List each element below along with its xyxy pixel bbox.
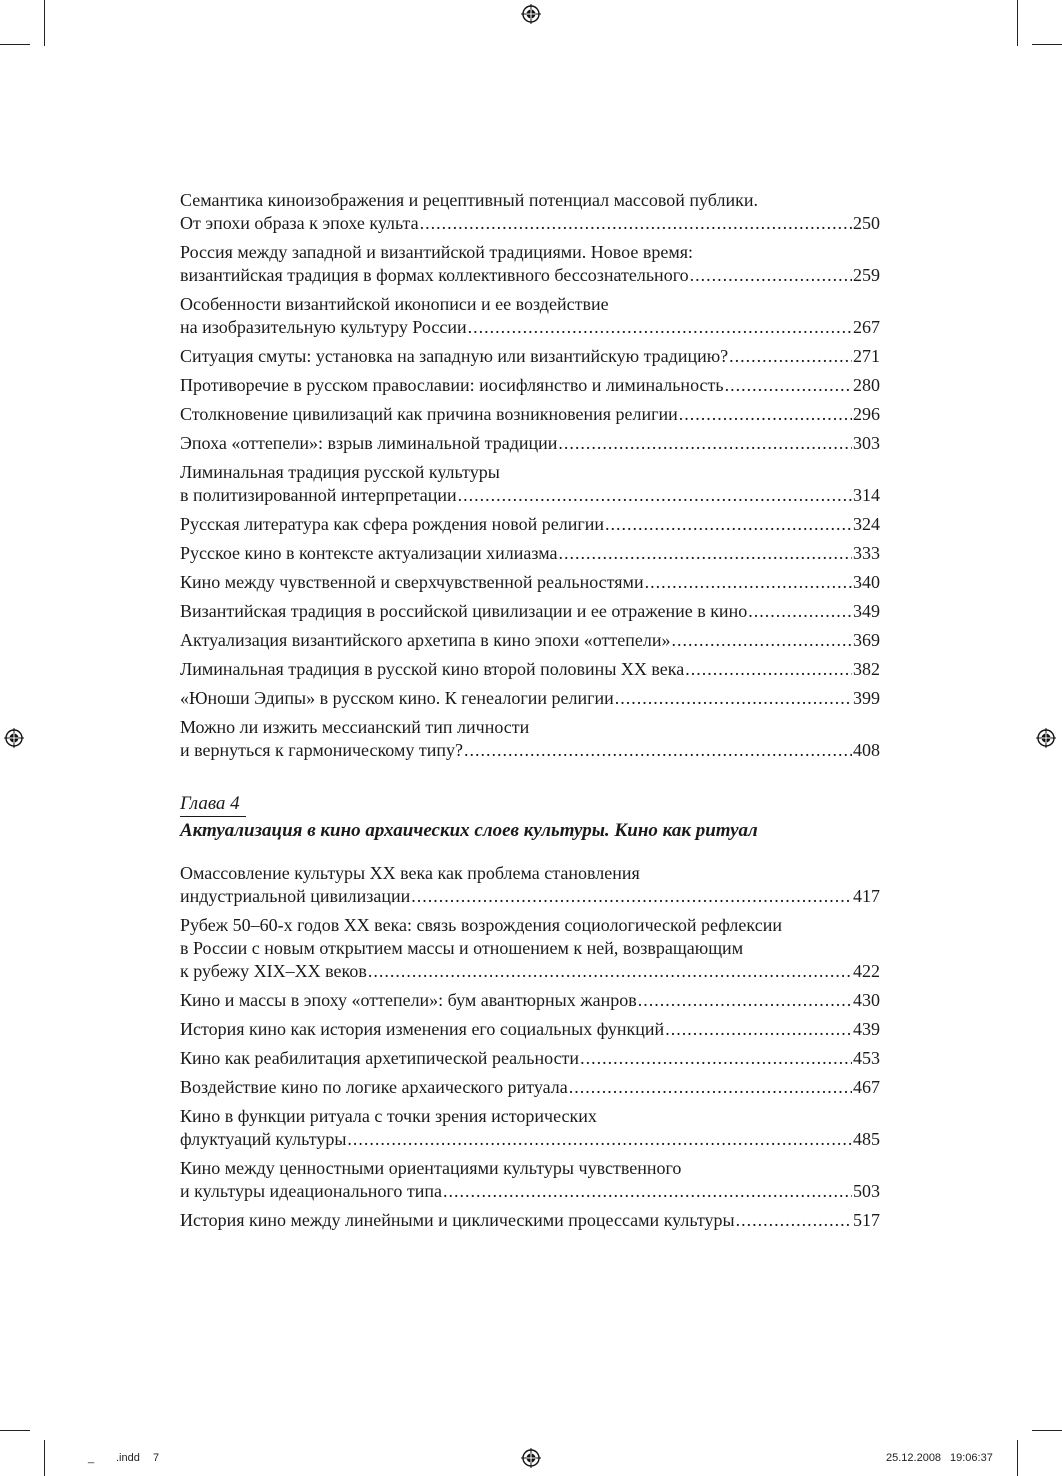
toc-entry bbox=[180, 687, 880, 710]
crop-mark bbox=[44, 0, 45, 46]
toc-entry bbox=[180, 914, 880, 983]
toc-entry bbox=[180, 542, 880, 565]
crop-mark bbox=[1032, 1430, 1062, 1431]
toc-page-number: 382 bbox=[853, 659, 880, 679]
toc-entry bbox=[180, 716, 880, 762]
dot-leader bbox=[615, 687, 852, 710]
slug-page-number: 7 bbox=[153, 1452, 160, 1464]
toc-page-number: 259 bbox=[853, 265, 880, 285]
toc-page-number: 439 bbox=[853, 1019, 880, 1039]
toc-entry-title-line: Столкновение цивилизаций как причина возникновения религии bbox=[180, 404, 678, 424]
toc-entry-title-line: Особенности византийской иконописи и ее воздействие bbox=[180, 294, 609, 314]
toc-page-number: 485 bbox=[853, 1129, 880, 1149]
toc-page-number: 280 bbox=[853, 375, 880, 395]
toc-entry-title-line: Ситуация смуты: установка на западную или византийскую традицию? bbox=[180, 346, 729, 366]
slug-left-mark: _ bbox=[88, 1452, 95, 1464]
dot-leader bbox=[729, 345, 852, 368]
toc-entry-title-line: к рубежу XIX–XX веков bbox=[180, 961, 367, 981]
toc-entry bbox=[180, 1157, 880, 1203]
toc-entry-title-line: и вернуться к гармоническому типу? bbox=[180, 740, 463, 760]
toc-entry bbox=[180, 374, 880, 397]
toc-page-number: 271 bbox=[853, 346, 880, 366]
toc-entry-title-line: История кино как история изменения его социальных функций bbox=[180, 1019, 665, 1039]
dot-leader bbox=[569, 1076, 852, 1099]
toc-entry-title-line: Можно ли изжить мессианский тип личности bbox=[180, 717, 530, 737]
toc-entry bbox=[180, 989, 880, 1012]
toc-page-number: 349 bbox=[853, 601, 880, 621]
toc-entry bbox=[180, 1047, 880, 1070]
crop-mark bbox=[1017, 1440, 1018, 1476]
toc-entry-title-line: и культуры идеационального типа bbox=[180, 1181, 442, 1201]
toc-page-number: 324 bbox=[853, 514, 880, 534]
table-of-contents-part-1 bbox=[180, 189, 880, 768]
toc-entry-title-line: Русская литература как сфера рождения новой религии bbox=[180, 514, 604, 534]
toc-page-number: 503 bbox=[853, 1181, 880, 1201]
dot-leader bbox=[671, 629, 852, 652]
dot-leader bbox=[420, 212, 852, 235]
toc-entry-title-line: византийская традиция в формах коллективного бессознательного bbox=[180, 265, 689, 285]
dot-leader bbox=[645, 571, 852, 594]
dot-leader bbox=[443, 1180, 852, 1203]
dot-leader bbox=[558, 432, 852, 455]
toc-entry-title-line: Омассовление культуры XX века как проблема становления bbox=[180, 863, 640, 883]
dot-leader bbox=[638, 989, 852, 1012]
toc-page-number: 314 bbox=[853, 485, 880, 505]
toc-page-number: 296 bbox=[853, 404, 880, 424]
toc-entry bbox=[180, 345, 880, 368]
dot-leader bbox=[411, 885, 852, 908]
registration-mark-icon bbox=[1036, 728, 1056, 748]
crop-mark bbox=[1032, 44, 1062, 45]
crop-mark bbox=[44, 1440, 45, 1476]
toc-page-number: 417 bbox=[853, 886, 880, 906]
slug-time: 19:06:37 bbox=[950, 1452, 993, 1464]
toc-page-number: 340 bbox=[853, 572, 880, 592]
toc-page-number: 422 bbox=[853, 961, 880, 981]
toc-entry-title-line: Кино в функции ритуала с точки зрения исторических bbox=[180, 1106, 597, 1126]
slug-file-name: .indd bbox=[116, 1452, 140, 1464]
toc-entry-title-line: От эпохи образа к эпохе культа bbox=[180, 213, 419, 233]
toc-page-number: 369 bbox=[853, 630, 880, 650]
toc-entry bbox=[180, 658, 880, 681]
dot-leader bbox=[468, 316, 852, 339]
dot-leader bbox=[685, 658, 852, 681]
dot-leader bbox=[605, 513, 852, 536]
toc-entry bbox=[180, 403, 880, 426]
crop-mark bbox=[1017, 0, 1018, 46]
dot-leader bbox=[580, 1047, 852, 1070]
toc-entry-title-line: Рубеж 50–60-х годов XX века: связь возрождения социологической рефлексии bbox=[180, 915, 782, 935]
dot-leader bbox=[748, 600, 852, 623]
toc-entry bbox=[180, 1018, 880, 1041]
table-of-contents-part-2 bbox=[180, 862, 880, 1238]
dot-leader bbox=[665, 1018, 852, 1041]
toc-entry-title-line: Россия между западной и византийской традициями. Новое время: bbox=[180, 242, 694, 262]
dot-leader bbox=[679, 403, 852, 426]
dot-leader bbox=[464, 739, 852, 762]
toc-entry bbox=[180, 1209, 880, 1232]
dot-leader bbox=[458, 484, 852, 507]
toc-entry-title-line: в России с новым открытием массы и отношением к ней, возвращающим bbox=[180, 938, 744, 958]
toc-entry-title-line: Эпоха «оттепели»: взрыв лиминальной традиции bbox=[180, 433, 558, 453]
toc-page-number: 267 bbox=[853, 317, 880, 337]
dot-leader bbox=[725, 374, 852, 397]
toc-entry bbox=[180, 1105, 880, 1151]
toc-entry-title-line: в политизированной интерпретации bbox=[180, 485, 457, 505]
toc-entry-title-line: Кино между чувственной и сверхчувственной реальностями bbox=[180, 572, 644, 592]
dot-leader bbox=[347, 1128, 852, 1151]
dot-leader bbox=[690, 264, 852, 287]
toc-page-number: 399 bbox=[853, 688, 880, 708]
toc-entry bbox=[180, 241, 880, 287]
toc-entry-title-line: Актуализация византийского архетипа в кино эпохи «оттепели» bbox=[180, 630, 671, 650]
toc-entry-title-line: Русское кино в контексте актуализации хилиазма bbox=[180, 543, 558, 563]
toc-entry bbox=[180, 629, 880, 652]
toc-page-number: 333 bbox=[853, 543, 880, 563]
toc-entry bbox=[180, 432, 880, 455]
toc-entry-title-line: Кино как реабилитация архетипической реальности bbox=[180, 1048, 580, 1068]
toc-entry-title-line: Кино и массы в эпоху «оттепели»: бум авантюрных жанров bbox=[180, 990, 637, 1010]
toc-entry-title-line: Семантика киноизображения и рецептивный потенциал массовой публики. bbox=[180, 190, 758, 210]
toc-entry bbox=[180, 293, 880, 339]
toc-entry bbox=[180, 600, 880, 623]
toc-page-number: 303 bbox=[853, 433, 880, 453]
toc-entry-title-line: Лиминальная традиция в русской кино второй половины XX века bbox=[180, 659, 685, 679]
slug-date: 25.12.2008 bbox=[886, 1452, 942, 1464]
crop-mark bbox=[0, 44, 30, 45]
toc-page-number: 408 bbox=[853, 740, 880, 760]
registration-mark-icon bbox=[521, 1448, 541, 1468]
toc-entry-title-line: «Юноши Эдипы» в русском кино. К генеалогии религии bbox=[180, 688, 614, 708]
toc-entry-title-line: Лиминальная традиция русской культуры bbox=[180, 462, 500, 482]
crop-mark bbox=[0, 1430, 30, 1431]
toc-entry-title-line: История кино между линейными и циклическими процессами культуры bbox=[180, 1210, 735, 1230]
toc-entry bbox=[180, 571, 880, 594]
chapter-heading bbox=[180, 792, 880, 843]
toc-entry-title-line: Кино между ценностными ориентациями культуры чувственного bbox=[180, 1158, 682, 1178]
toc-entry-title-line: на изобразительную культуру России bbox=[180, 317, 467, 337]
dot-leader bbox=[736, 1209, 852, 1232]
registration-mark-icon bbox=[521, 4, 541, 24]
dot-leader bbox=[368, 960, 852, 983]
toc-entry-title-line: Византийская традиция в российской цивилизации и ее отражение в кино bbox=[180, 601, 748, 621]
toc-entry bbox=[180, 1076, 880, 1099]
toc-entry-title-line: индустриальной цивилизации bbox=[180, 886, 411, 906]
chapter-label: Глава 4 bbox=[180, 792, 246, 817]
toc-page-number: 517 bbox=[853, 1210, 880, 1230]
toc-page-number: 250 bbox=[853, 213, 880, 233]
toc-entry-title-line: Воздействие кино по логике архаического ритуала bbox=[180, 1077, 568, 1097]
toc-entry bbox=[180, 461, 880, 507]
toc-entry-title-line: Противоречие в русском православии: иосифлянство и лиминальность bbox=[180, 375, 724, 395]
toc-entry bbox=[180, 189, 880, 235]
toc-entry bbox=[180, 862, 880, 908]
toc-page-number: 430 bbox=[853, 990, 880, 1010]
toc-page-number: 453 bbox=[853, 1048, 880, 1068]
toc-entry bbox=[180, 513, 880, 536]
chapter-title: Актуализация в кино архаических слоев культуры. Кино как ритуал bbox=[180, 820, 758, 841]
registration-mark-icon bbox=[4, 728, 24, 748]
toc-page-number: 467 bbox=[853, 1077, 880, 1097]
toc-entry-title-line: флуктуаций культуры bbox=[180, 1129, 347, 1149]
dot-leader bbox=[559, 542, 853, 565]
